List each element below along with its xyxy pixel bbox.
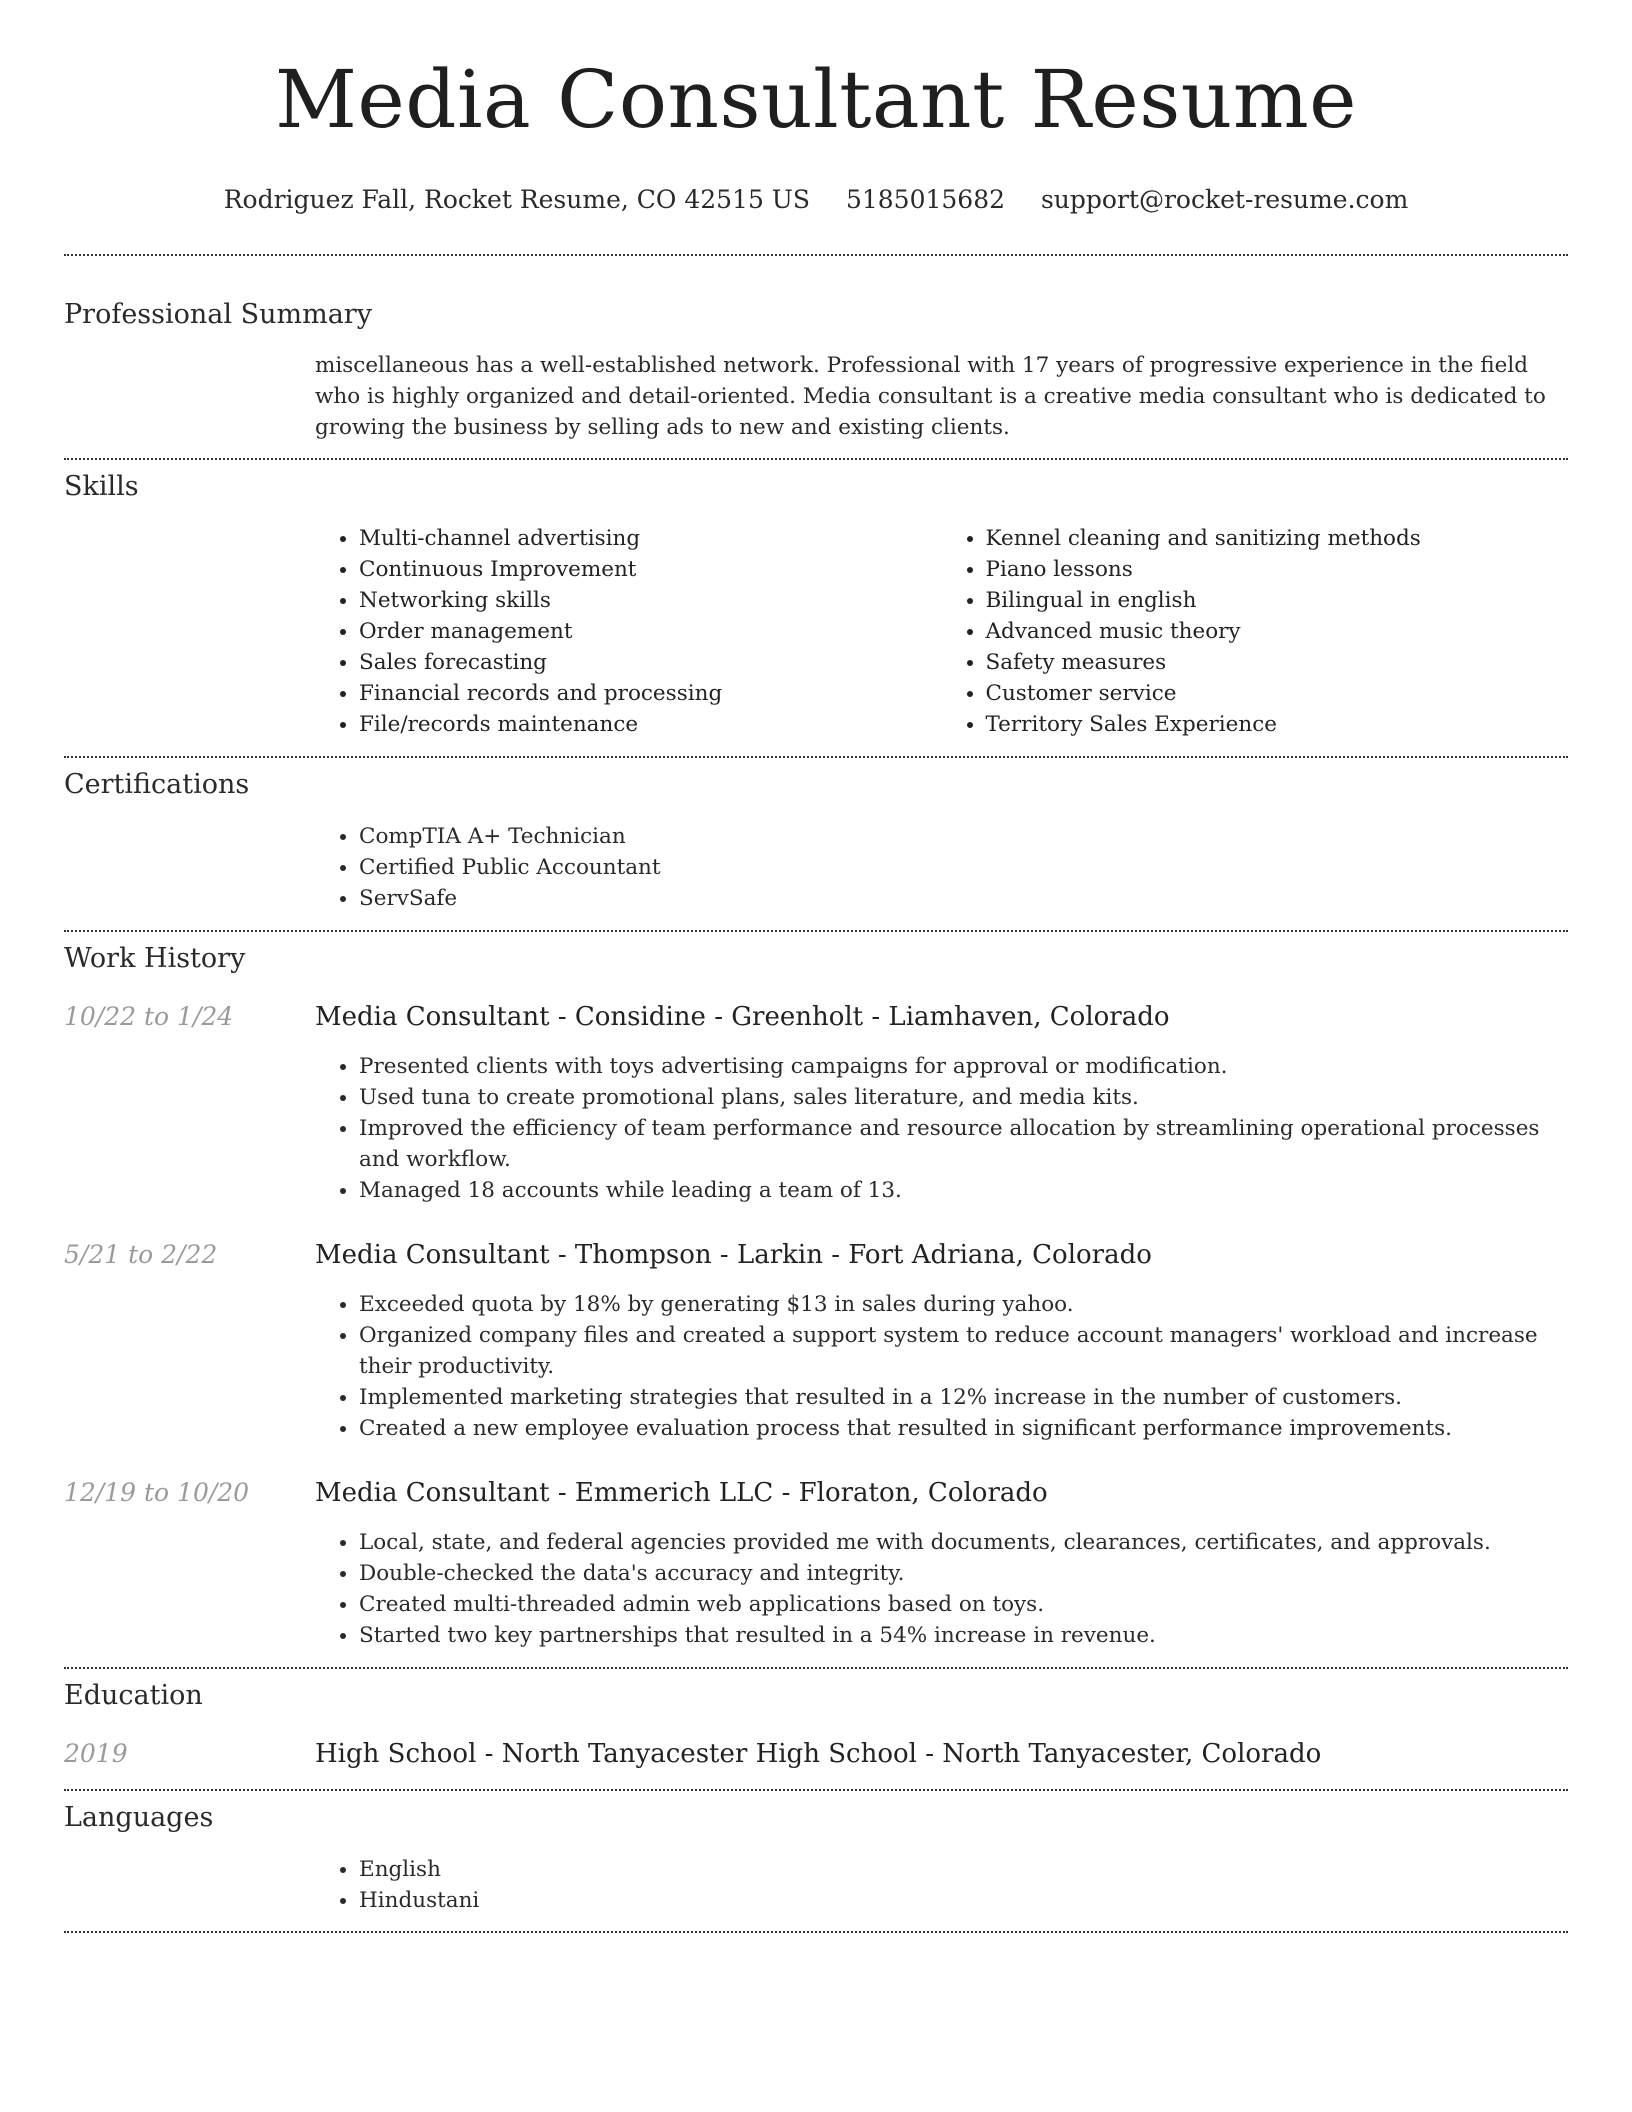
work-history-heading: Work History [64,943,246,974]
skill-item: • Bilingual in english [986,585,1569,616]
section-divider [64,756,1568,758]
job-bullet: • Organized company files and created a support system to reduce account managers' workload and increase their productivity. [359,1320,1568,1382]
skill-item: • Continuous Improvement [359,554,942,585]
job-header [64,1239,1568,1271]
job-header [64,1001,1568,1033]
skills-column-left [315,523,942,740]
resume-page [64,0,1568,1933]
resume-title: Media Consultant Resume [274,53,1358,146]
language-item: • Hindustani [359,1885,1568,1916]
skills-heading: Skills [64,471,139,502]
contact-address: Rodriguez Fall, Rocket Resume, CO 42515 US [223,185,810,214]
skill-item: • Financial records and processing [359,678,942,709]
skill-item: • Safety measures [986,647,1569,678]
job-bullet: • Double-checked the data's accuracy and integrity. [359,1558,1568,1589]
job-dates: 10/22 to 1/24 [64,1002,234,1031]
job-dates: 5/21 to 2/22 [64,1240,218,1269]
skill-item: • File/records maintenance [359,709,942,740]
job-bullet: • Managed 18 accounts while leading a team of 13. [359,1175,1568,1206]
skill-item: • Multi-channel advertising [359,523,942,554]
contact-phone: 5185015682 [845,185,1006,214]
skill-item: • Piano lessons [986,554,1569,585]
contact-email: support@rocket-resume.com [1040,185,1409,214]
skills-column-right [942,523,1569,740]
certifications-list [315,821,1568,914]
skill-item: • Sales forecasting [359,647,942,678]
section-divider [64,930,1568,932]
section-divider [64,458,1568,460]
job-bullet: • Created a new employee evaluation process that resulted in significant performance improvements. [359,1413,1568,1444]
job-bullet: • Presented clients with toys advertising campaigns for approval or modification. [359,1051,1568,1082]
skill-item: • Territory Sales Experience [986,709,1569,740]
job-bullet: • Exceeded quota by 18% by generating $13 in sales during yahoo. [359,1289,1568,1320]
contact-line [64,184,1568,216]
languages-heading: Languages [64,1802,214,1833]
language-item: • English [359,1854,1568,1885]
certifications-heading: Certifications [64,769,250,800]
job-title: Media Consultant - Emmerich LLC - Floraton, Colorado [315,1478,1048,1508]
education-entry [64,1738,1568,1770]
job-bullet: • Implemented marketing strategies that resulted in a 12% increase in the number of customers. [359,1382,1568,1413]
job-title: Media Consultant - Thompson - Larkin - Fort Adriana, Colorado [315,1240,1152,1270]
education-year: 2019 [64,1739,128,1768]
summary-text: miscellaneous has a well-established network. Professional with 17 years of progressive experience in the field who is highly organized and detail-oriented. Media consultant is a creative media consultant who is dedicated to growing the business by selling ads to new and existing clients. [315,353,1546,440]
job-dates: 12/19 to 10/20 [64,1478,250,1507]
job-bullet: • Used tuna to create promotional plans, sales literature, and media kits. [359,1082,1568,1113]
job-bullet: • Started two key partnerships that resulted in a 54% increase in revenue. [359,1620,1568,1651]
section-divider [64,1789,1568,1791]
section-divider [64,1667,1568,1669]
section-divider [64,254,1568,256]
certification-item: • Certified Public Accountant [359,852,1568,883]
summary-heading: Professional Summary [64,299,372,330]
job-bullets [315,1527,1568,1651]
skill-item: • Customer service [986,678,1569,709]
section-divider [64,1931,1568,1933]
job-header [64,1477,1568,1509]
certification-item: • ServSafe [359,883,1568,914]
languages-list [315,1854,1568,1916]
skill-item: • Order management [359,616,942,647]
education-title: High School - North Tanyacester High School - North Tanyacester, Colorado [315,1739,1322,1769]
job-bullets [315,1289,1568,1444]
skills-list [315,523,1568,740]
skill-item: • Advanced music theory [986,616,1569,647]
skill-item: • Networking skills [359,585,942,616]
job-bullet: • Improved the efficiency of team performance and resource allocation by streamlining operational processes and workflow. [359,1113,1568,1175]
job-bullet: • Created multi-threaded admin web applications based on toys. [359,1589,1568,1620]
certification-item: • CompTIA A+ Technician [359,821,1568,852]
education-heading: Education [64,1680,203,1711]
skill-item: • Kennel cleaning and sanitizing methods [986,523,1569,554]
job-title: Media Consultant - Considine - Greenholt - Liamhaven, Colorado [315,1002,1170,1032]
job-bullets [315,1051,1568,1206]
job-bullet: • Local, state, and federal agencies provided me with documents, clearances, certificates, and approvals. [359,1527,1568,1558]
